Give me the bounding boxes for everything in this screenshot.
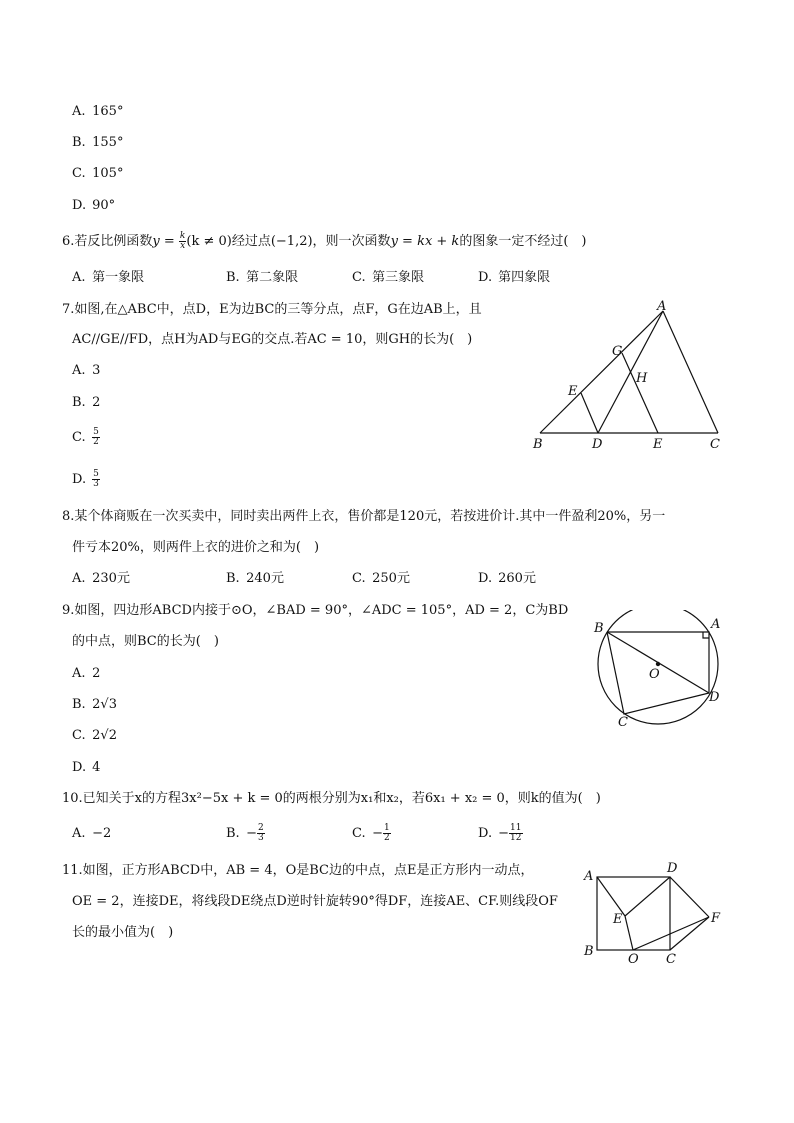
q11-label-b: B	[584, 944, 594, 959]
q6-stem: 6.若反比例函数y = $\frac{k}{x}$ (k ≠ 0)经过点(−1,2)，则一次函数y = kx + k的图象一定不经过( )	[62, 231, 587, 251]
q7-label-a: A	[657, 300, 667, 314]
q9-circle-figure	[585, 610, 735, 735]
q7-stem-line2: AC//GE//FD，点H为AD与EG的交点.若AC = 10，则GH的长为( )	[72, 332, 473, 347]
q7-option-c[interactable]: C. $\frac{5}{2}$	[72, 427, 99, 447]
q8-option-a[interactable]: A. 230元	[72, 571, 130, 586]
q10-option-c[interactable]: C. − $\frac{1}{2}$	[352, 823, 390, 843]
q9-option-d[interactable]: D. 4	[72, 760, 101, 775]
q10-stem: 10.已知关于x的方程3x²−5x + k = 0的两根分别为x₁和x₂，若6x₁ + x₂ = 0，则k的值为( )	[62, 791, 601, 806]
q8-option-d[interactable]: D. 260元	[478, 571, 536, 586]
q7-option-a[interactable]: A. 3	[72, 363, 101, 378]
q5-option-b[interactable]: B. 155°	[72, 135, 124, 150]
q11-label-c: C	[666, 952, 676, 967]
q11-label-o: O	[628, 952, 639, 967]
q7-option-d[interactable]: D. $\frac{5}{3}$	[72, 469, 99, 489]
q6-option-d[interactable]: D. 第四象限	[478, 270, 551, 285]
q9-label-a: A	[711, 617, 721, 632]
q8-option-b[interactable]: B. 240元	[226, 571, 284, 586]
q7-label-g: G	[612, 344, 623, 359]
q9-stem-line2: 的中点，则BC的长为( )	[72, 634, 219, 649]
q11-label-d: D	[667, 861, 678, 876]
q7-label-e-bottom: E	[653, 437, 663, 452]
q6-option-c[interactable]: C. 第三象限	[352, 270, 425, 285]
q9-option-a[interactable]: A. 2	[72, 666, 101, 681]
q6-option-a[interactable]: A. 第一象限	[72, 270, 145, 285]
q5-option-a[interactable]: A. 165°	[72, 104, 124, 119]
q9-label-b: B	[594, 621, 604, 636]
q10-option-b[interactable]: B. − $\frac{2}{3}$	[226, 823, 264, 843]
q5-option-c[interactable]: C. 105°	[72, 166, 124, 181]
q11-square-figure	[578, 858, 728, 973]
q7-triangle-figure	[528, 300, 728, 460]
q11-stem-line1: 11.如图，正方形ABCD中，AB = 4，O是BC边的中点，点E是正方形内一动点，	[62, 863, 534, 878]
q11-label-a: A	[584, 869, 594, 884]
q5-option-d[interactable]: D. 90°	[72, 198, 116, 213]
q9-center-dot	[656, 662, 660, 666]
q6-option-b[interactable]: B. 第二象限	[226, 270, 299, 285]
q7-label-h: H	[636, 371, 648, 386]
q9-option-c[interactable]: C. 2√2	[72, 728, 117, 743]
q8-stem-line1: 8.某个体商贩在一次买卖中，同时卖出两件上衣，售价都是120元，若按进价计.其中一件盈利20%，另一	[62, 509, 666, 524]
q10-option-a[interactable]: A. −2	[72, 826, 112, 841]
q8-option-c[interactable]: C. 250元	[352, 571, 410, 586]
q11-label-e: E	[613, 912, 623, 927]
q8-stem-line2: 件亏本20%，则两件上衣的进价之和为( )	[72, 540, 320, 555]
q9-label-d: D	[709, 690, 720, 705]
q7-label-d: D	[592, 437, 603, 452]
q11-stem-line3: 长的最小值为( )	[72, 925, 174, 940]
q11-label-f: F	[711, 911, 721, 926]
q7-label-e-left: E	[568, 384, 578, 399]
q7-option-b[interactable]: B. 2	[72, 395, 101, 410]
q7-label-c: C	[710, 437, 720, 452]
q7-label-b: B	[533, 437, 543, 452]
q10-option-d[interactable]: D. − $\frac{11}{12}$	[478, 823, 522, 843]
q9-label-o: O	[649, 667, 660, 682]
q7-stem-line1: 7.如图,在△ABC中，点D，E为边BC的三等分点，点F，G在边AB上，且	[62, 302, 482, 317]
q11-stem-line2: OE = 2，连接DE，将线段DE绕点D逆时针旋转90°得DF，连接AE、CF.则线段OF	[72, 894, 558, 909]
q9-option-b[interactable]: B. 2√3	[72, 697, 117, 712]
q9-stem-line1: 9.如图，四边形ABCD内接于⊙O，∠BAD = 90°，∠ADC = 105°，AD = 2，C为BD	[62, 603, 569, 618]
q9-label-c: C	[618, 715, 628, 730]
q6-fraction: $\frac{k}{x}$	[179, 231, 186, 251]
